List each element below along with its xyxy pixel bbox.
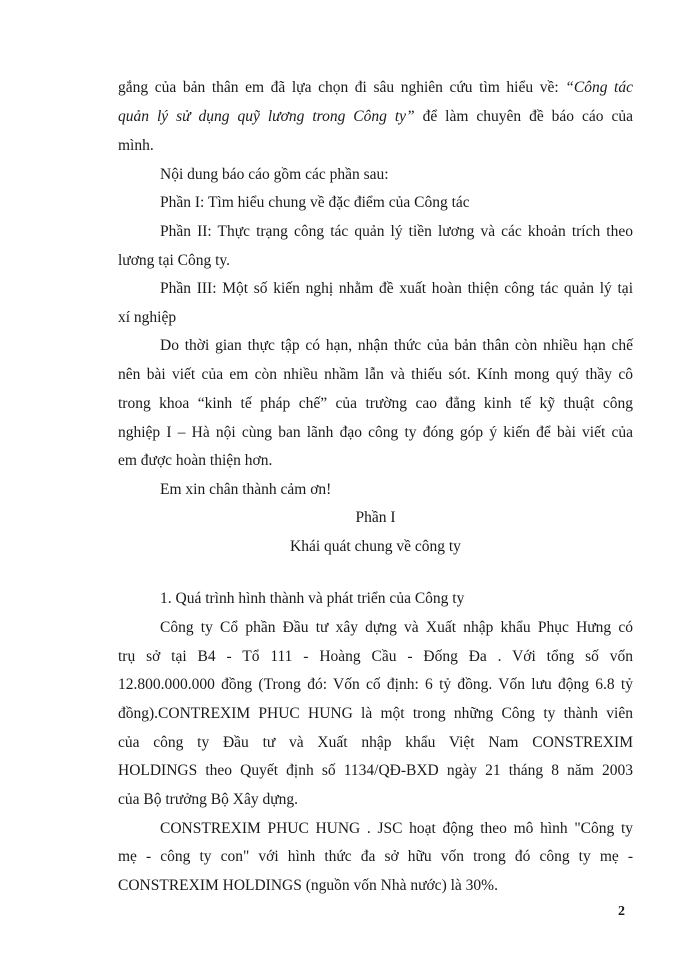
apology-line-4: nghiệp I – Hà nội cùng ban lãnh đạo công ty đóng góp ý kiến để bài viết của: [118, 424, 633, 441]
contents-part3-line2: xí nghiệp: [118, 309, 177, 326]
thanks-line: Em xin chân thành cảm ơn!: [160, 481, 332, 498]
apology-line-5: em được hoàn thiện hơn.: [118, 452, 273, 469]
page-number: 2: [618, 904, 625, 919]
apology-line-1: Do thời gian thực tập có hạn, nhận thức của bản thân còn nhiều hạn chế: [160, 337, 633, 354]
para1-line-4: đồng).CONTREXIM PHUC HUNG là một trong những Công ty thành viên: [118, 705, 633, 722]
section-title: Phần I: [355, 509, 396, 526]
para1-line-2: trụ sở tại B4 - Tổ 111 - Hoàng Cầu - Đống Đa . Với tổng số vốn: [118, 648, 633, 665]
contents-part3-line1: Phần III: Một số kiến nghị nhằm đề xuất hoàn thiện công tác quản lý tại: [160, 280, 633, 297]
para2-line-3: CONSTREXIM HOLDINGS (nguồn vốn Nhà nước) là 30%.: [118, 877, 498, 894]
para2-line-2: mẹ - công ty con" với hình thức đa sở hữu vốn trong đó công ty mẹ -: [118, 848, 633, 865]
intro-line-1: [118, 78, 633, 98]
intro-text-cont: để làm chuyên đề báo cáo của: [414, 108, 633, 125]
para1-line-5: của công ty Đầu tư và Xuất nhập khẩu Việt Nam CONSTREXIM: [118, 734, 633, 751]
intro-quote-cont: quản lý sử dụng quỹ lương trong Công ty”: [118, 108, 415, 125]
contents-part1: Phần I: Tìm hiểu chung về đặc điểm của Công tác: [160, 194, 470, 211]
contents-part2-line1: Phần II: Thực trạng công tác quản lý tiền lương và các khoản trích theo: [160, 223, 633, 240]
section-subtitle: Khái quát chung về công ty: [290, 538, 461, 555]
para1-line-7: của Bộ trưởng Bộ Xây dựng.: [118, 791, 298, 808]
para1-line-6: HOLDINGS theo Quyết định số 1134/QĐ-BXD ngày 21 tháng 8 năm 2003: [118, 762, 633, 779]
subsection-heading: 1. Quá trình hình thành và phát triển của Công ty: [160, 590, 465, 607]
intro-line-3: mình.: [118, 137, 154, 154]
intro-quote: “Công tác: [565, 79, 633, 96]
intro-text: gắng của bản thân em đã lựa chọn đi sâu nghiên cứu tìm hiểu về:: [118, 79, 566, 96]
para2-line-1: CONSTREXIM PHUC HUNG . JSC hoạt động theo mô hình "Công ty: [160, 820, 633, 837]
contents-heading: Nội dung báo cáo gồm các phần sau:: [160, 166, 389, 183]
para1-line-1: Công ty Cổ phần Đầu tư xây dựng và Xuất nhập khẩu Phục Hưng có: [160, 619, 633, 636]
apology-line-3: trong khoa “kinh tế pháp chế” của trường cao đẳng kinh tế kỹ thuật công: [118, 395, 633, 412]
contents-part2-line2: lương tại Công ty.: [118, 252, 231, 269]
intro-line-2: [118, 107, 633, 127]
para1-line-3: 12.800.000.000 đồng (Trong đó: Vốn cố định: 6 tỷ đồng. Vốn lưu động 6.8 tỷ: [118, 676, 633, 693]
apology-line-2: nên bài viết của em còn nhiều nhầm lẫn và thiếu sót. Kính mong quý thầy cô: [118, 366, 633, 383]
